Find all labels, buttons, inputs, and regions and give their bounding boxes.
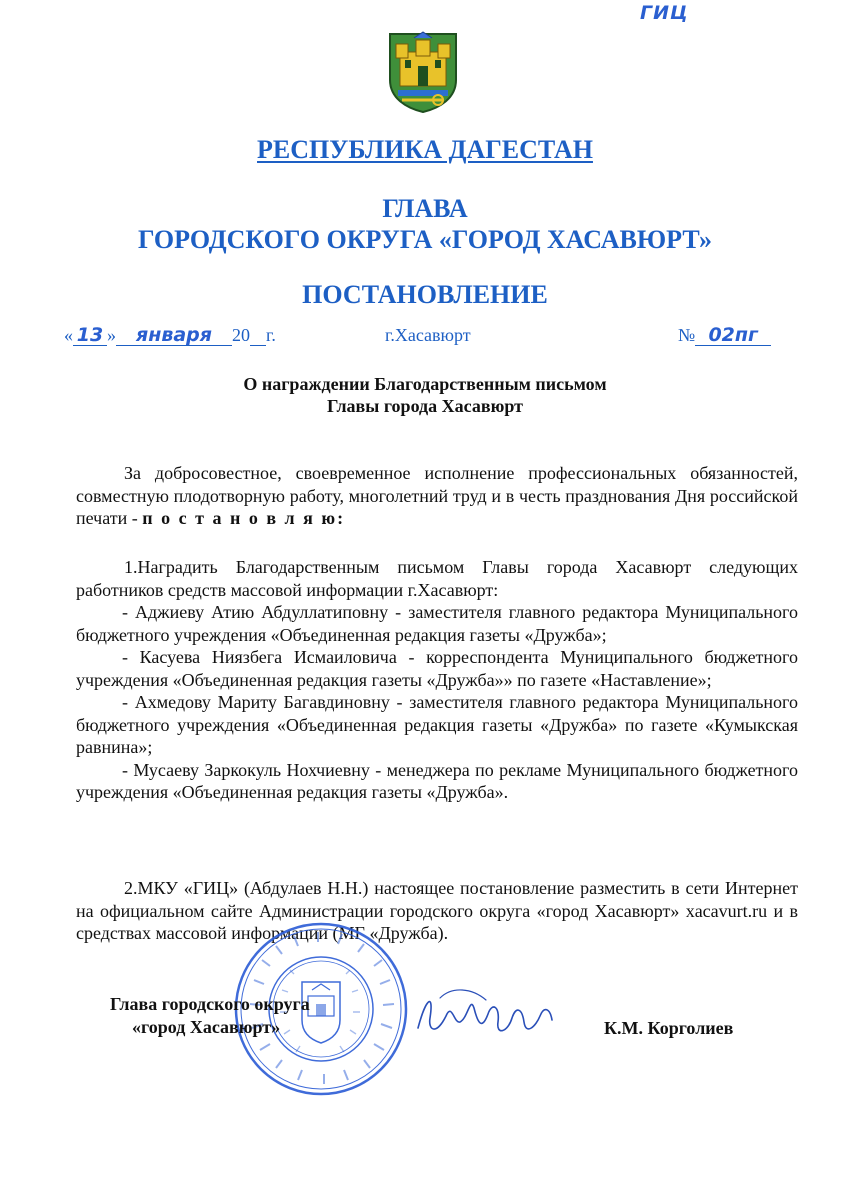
city-label: г.Хасавюрт (385, 325, 471, 345)
document-type-heading: ПОСТАНОВЛЕНИЕ (302, 280, 548, 309)
number-label: № (678, 325, 696, 345)
date-year-suffix: г. (266, 325, 276, 345)
date-month: января (136, 324, 212, 346)
city-coat-of-arms-icon (386, 30, 460, 114)
corner-handwritten-note: ГИЦ (640, 2, 689, 24)
document-number-field (678, 325, 771, 346)
awardee-item: - Аджиеву Атию Абдуллатиповну - заместителя главного редактора Муниципального бюджетного учреждения «Объединенная редакция газеты «Дружба»; (76, 602, 798, 645)
authority-title: ГЛАВА (382, 194, 468, 223)
signatory-title-line1: Глава городского округа (110, 994, 310, 1014)
date-day: 13 (76, 324, 104, 346)
awardee-item: - Ахмедову Мариту Багавдиновну - заместителя главного редактора Муниципального бюджетного учреждения «Объединенная редакция газеты «Дружба» по газете «Кумыкская равнина»; (76, 692, 798, 757)
clause-2: 2.МКУ «ГИЦ» (Абдулаев Н.Н.) настоящее постановление разместить в сети Интернет на официальном сайте Администрации городского округа «город Хасавюрт» xacavurt.ru и в средствах массовой информации (МГ «Дружба). (76, 878, 798, 943)
document-number: 02пг (708, 324, 758, 346)
date-year-prefix: 20 (232, 325, 250, 345)
awardee-item: - Мусаеву Заркокуль Нохчиевну - менеджера по рекламе Муниципального бюджетного учреждения «Объединенная редакция газеты «Дружба». (76, 759, 798, 802)
republic-heading: РЕСПУБЛИКА ДАГЕСТАН (257, 135, 593, 164)
decree-word: п о с т а н о в л я ю: (142, 508, 346, 528)
authority-subtitle: ГОРОДСКОГО ОКРУГА «ГОРОД ХАСАВЮРТ» (137, 225, 713, 254)
signatory-name: К.М. Корголиев (604, 1018, 734, 1038)
date-field: « 13 » января 20 г. (64, 324, 276, 346)
handwritten-signature-icon (412, 978, 562, 1058)
date-number-line (0, 319, 850, 353)
clause-1 (76, 556, 798, 804)
clause-1-intro: 1.Наградить Благодарственным письмом Главы города Хасавюрт следующих работников средств массовой информации г.Хасавюрт: (76, 557, 798, 600)
signatory-title-line2: «город Хасавюрт» (132, 1017, 281, 1037)
preamble-paragraph: За добросовестное, своевременное исполнение профессиональных обязанностей, совместную плодотворную работу, многолетний труд и в честь празднования Дня российской печати - п о с т а н о в л я ю: (76, 463, 798, 528)
document-subject: О награждении Благодарственным письмом Главы города Хасавюрт (243, 374, 607, 416)
awardee-item: - Касуева Ниязбега Исмаиловича - корреспондента Муниципального бюджетного учреждения «Объединенная редакция газеты «Дружба»» по газете «Наставление»; (76, 647, 798, 690)
